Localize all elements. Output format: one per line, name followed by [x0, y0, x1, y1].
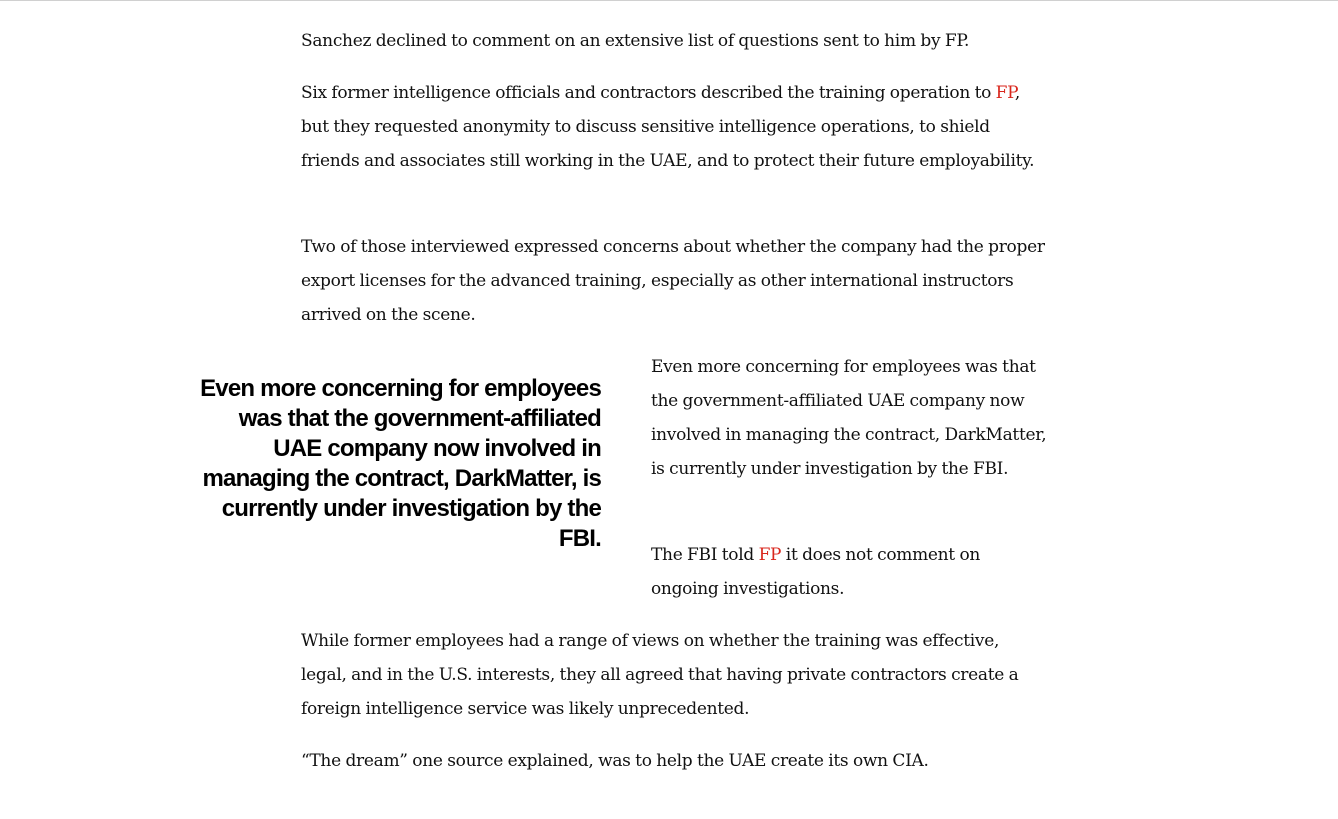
paragraph-5-text-start: The FBI told: [651, 545, 759, 565]
paragraph-5-text-end: it does not comment on ongoing investigations.: [651, 545, 981, 599]
top-divider: [0, 0, 1338, 1]
article-paragraph-5: [651, 538, 1051, 606]
article-paragraph-7: “The dream” one source explained, was to help the UAE create its own CIA.: [301, 751, 929, 771]
article-paragraph-6: While former employees had a range of views on whether the training was effective, legal, and in the U.S. interests, they all agreed that having private contractors create a foreign intelligence service was likely unprecedented.: [301, 631, 1019, 719]
fp-link[interactable]: FP: [758, 545, 782, 565]
article-paragraph-1: Sanchez declined to comment on an extensive list of questions sent to him by FP.: [301, 31, 970, 51]
pull-quote: Even more concerning for employees was that the government-affiliated UAE company now involved in managing the contract, DarkMatter, is currently under investigation by the FBI.: [200, 375, 601, 552]
fp-link[interactable]: FP: [995, 83, 1015, 103]
article-paragraph-2: [301, 76, 1046, 178]
article-paragraph-3: Two of those interviewed expressed concerns about whether the company had the proper export licenses for the advanced training, especially as other international instructors arrived on the scene.: [301, 237, 1045, 325]
paragraph-2-text-end: , but they requested anonymity to discuss sensitive intelligence operations, to shield friends and associates still working in the UAE, and to protect their future employability.: [301, 83, 1035, 171]
paragraph-2-text-start: Six former intelligence officials and contractors described the training operation to: [301, 83, 996, 103]
article-paragraph-4: Even more concerning for employees was that the government-affiliated UAE company now involved in managing the contract, DarkMatter, is currently under investigation by the FBI.: [651, 357, 1047, 479]
